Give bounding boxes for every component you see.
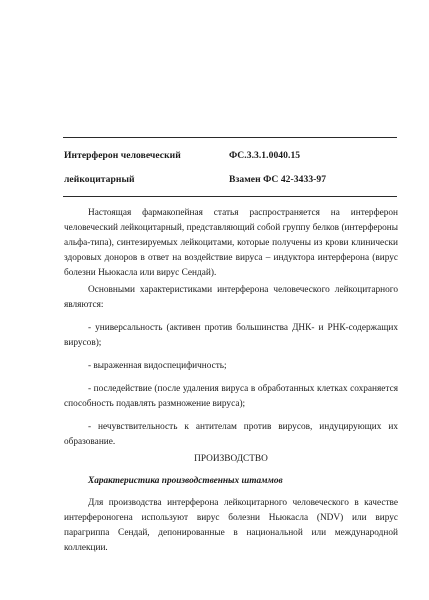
header-bottom-rule <box>63 196 397 197</box>
monograph-title-line-1: Интерферон человеческий <box>64 150 181 161</box>
characteristic-item-2: - выраженная видоспецифичность; <box>88 361 227 371</box>
header-top-rule <box>63 137 397 138</box>
characteristic-item-4: - нечувствительность к антителам против вирусов, индуцирующих их образование. <box>64 422 398 447</box>
characteristic-item-3: - последействие (после удаления вируса в обработанных клетках сохраняется способность подавлять размножение вируса); <box>64 384 398 409</box>
monograph-code: ФС.3.3.1.0040.15 <box>229 150 301 161</box>
monograph-title-line-2: лейкоцитарный <box>64 174 135 185</box>
characteristic-item-1: - универсальность (активен против большинства ДНК- и РНК-содержащих вирусов); <box>64 323 398 348</box>
section-heading: ПРОИЗВОДСТВО <box>194 454 268 464</box>
strains-paragraph: Для производства интерферона лейкоцитарного человеческого в качестве интерфероногена используют вирус болезни Ньюкасла (NDV) или вирус парагриппа Сендай, депонированные в национальной или международной коллекции. <box>64 498 398 553</box>
characteristics-intro: Основными характеристиками интерферона человеческого лейкоцитарного являются: <box>64 285 398 310</box>
intro-paragraph: Настоящая фармакопейная статья распространяется на интерферон человеческий лейкоцитарный, представляющий собой группу белков (интерфероны альфа-типа), синтезируемых лейкоцитами, которые получены из крови клинически здоровых доноров в ответ на воздействие вируса – индуктора интерферона (вирус болезни Ньюкасла или вирус Сендай). <box>64 208 398 278</box>
section-subheading: Характеристика производственных штаммов <box>88 476 283 486</box>
monograph-replaces: Взамен ФС 42-3433-97 <box>229 174 327 185</box>
